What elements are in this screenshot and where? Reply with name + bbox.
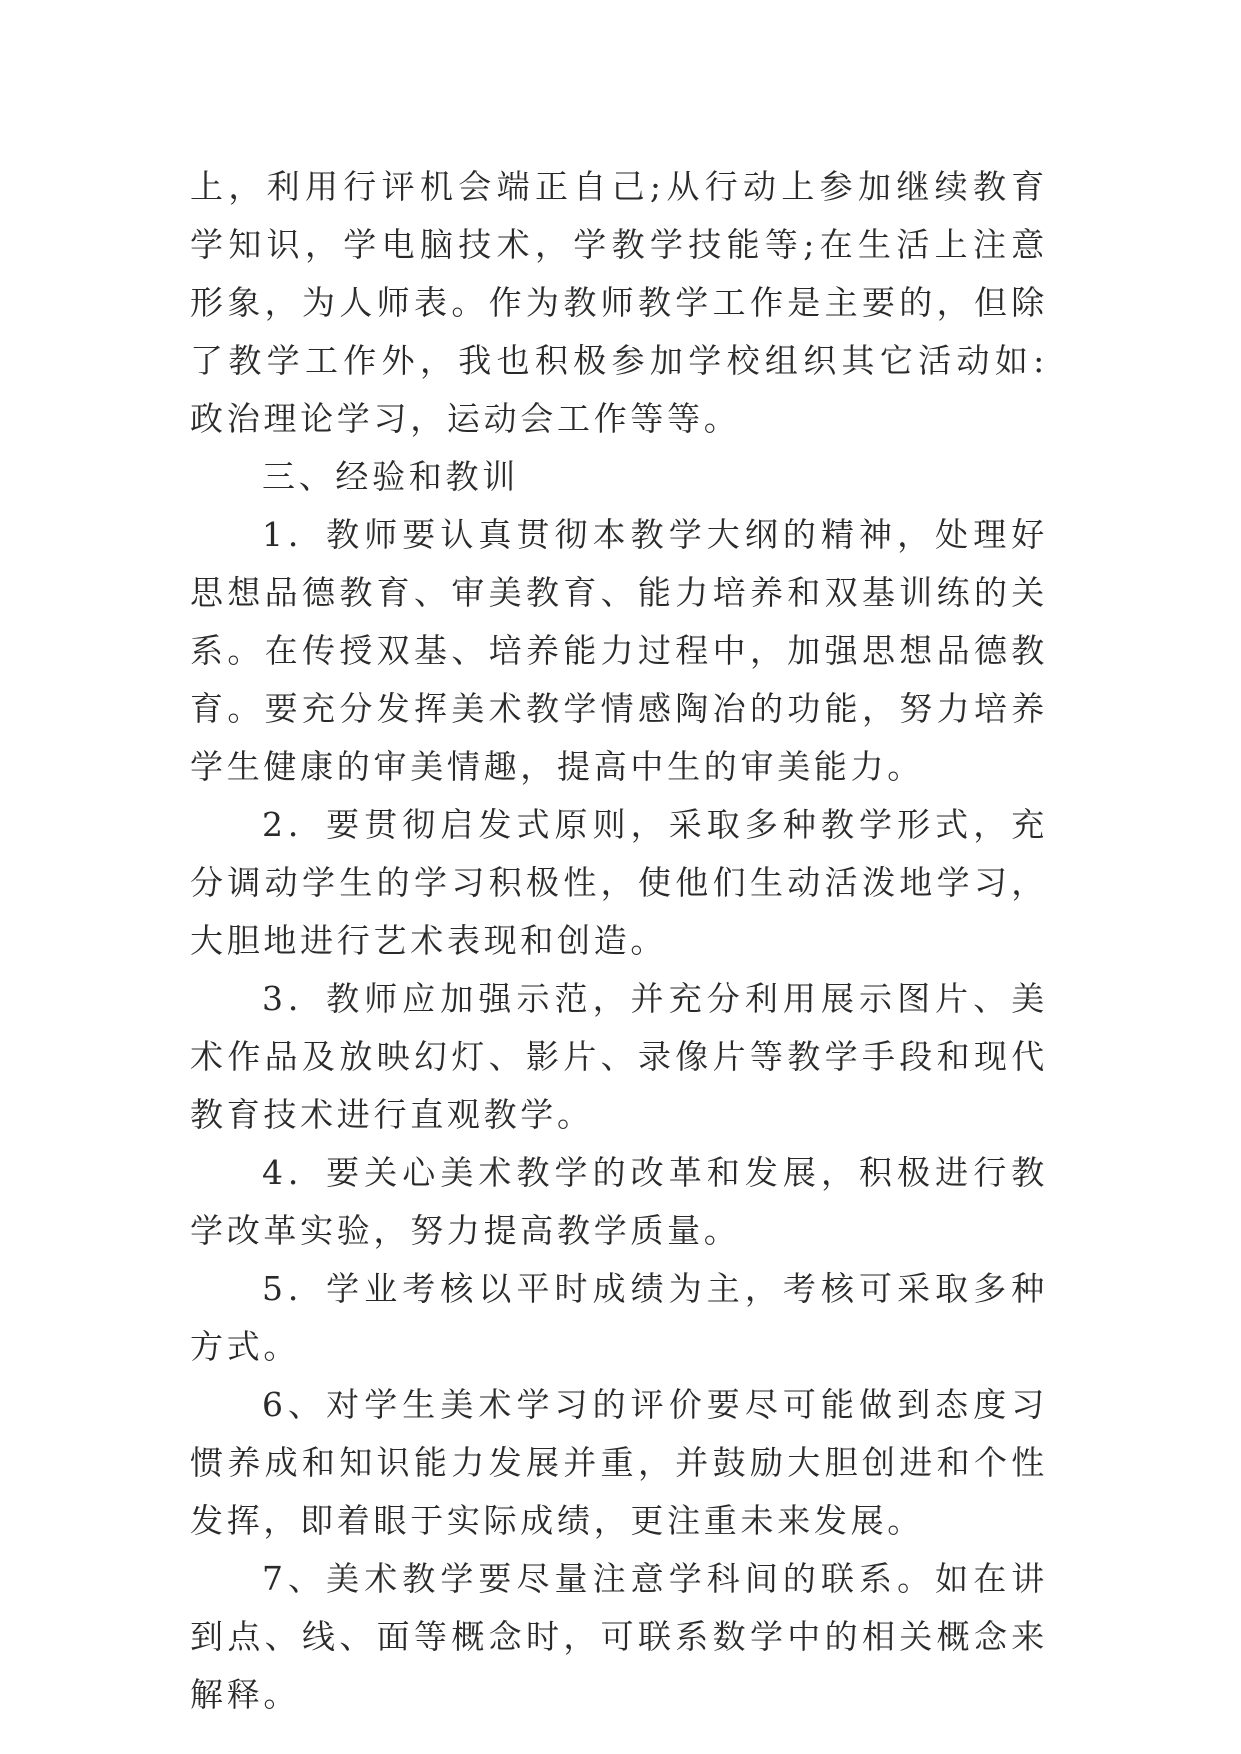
section-heading: 三、经验和教训 [262, 457, 519, 496]
list-item-1: 1．教师要认真贯彻本教学大纲的精神，处理好思想品德教育、审美教育、能力培养和双基训练的关系。在传授双基、培养能力过程中，加强思想品德教育。要充分发挥美术教学情感陶冶的功能，努力培养学生健康的审美情趣，提高中生的审美能力。 [190, 515, 1048, 786]
list-item-6: 6、对学生美术学习的评价要尽可能做到态度习惯养成和知识能力发展并重，并鼓励大胆创进和个性发挥，即着眼于实际成绩，更注重未来发展。 [190, 1385, 1048, 1540]
continuation-paragraph: 上，利用行评机会端正自己;从行动上参加继续教育学知识，学电脑技术，学教学技能等;在生活上注意形象，为人师表。作为教师教学工作是主要的，但除了教学工作外，我也积极参加学校组织其它活动如:政治理论学习，运动会工作等等。 [190, 167, 1048, 438]
list-item-7: 7、美术教学要尽量注意学科间的联系。如在讲到点、线、面等概念时，可联系数学中的相关概念来解释。 [190, 1559, 1048, 1714]
body-text [190, 158, 1048, 1724]
list-item-5: 5．学业考核以平时成绩为主，考核可采取多种方式。 [190, 1269, 1048, 1366]
list-item-4: 4．要关心美术教学的改革和发展，积极进行教学改革实验，努力提高教学质量。 [190, 1153, 1048, 1250]
list-item-2: 2．要贯彻启发式原则，采取多种教学形式，充分调动学生的学习积极性，使他们生动活泼地学习，大胆地进行艺术表现和创造。 [190, 805, 1048, 960]
list-item-3: 3．教师应加强示范，并充分利用展示图片、美术作品及放映幻灯、影片、录像片等教学手段和现代教育技术进行直观教学。 [190, 979, 1048, 1134]
